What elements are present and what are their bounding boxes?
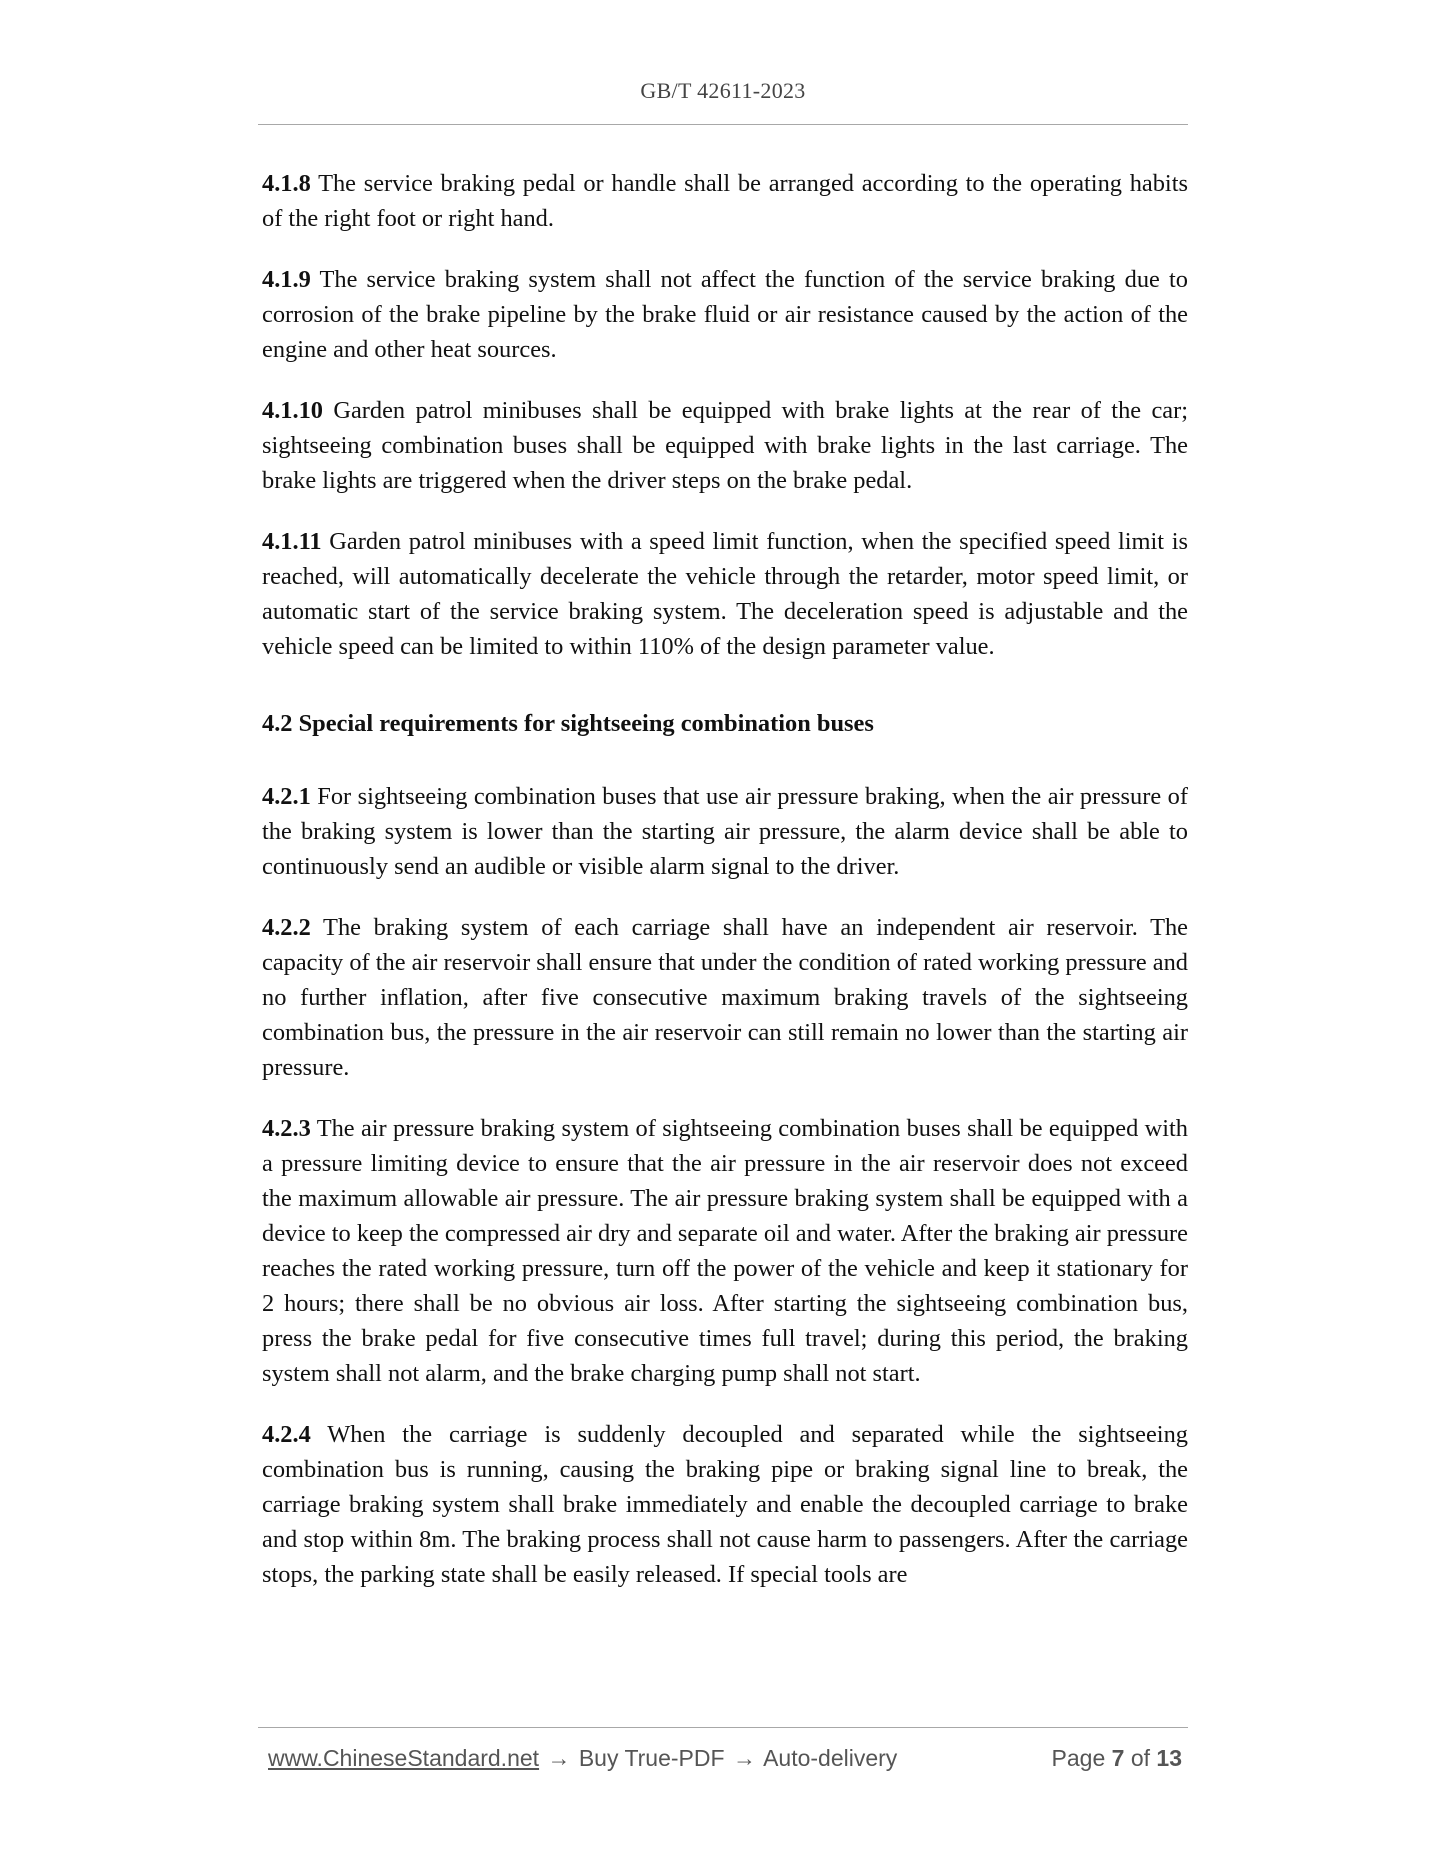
clause-4-1-10	[262, 393, 1188, 498]
section-heading-4-2: 4.2 Special requirements for sightseeing combination buses	[262, 710, 874, 737]
clause-number: 4.1.10	[262, 397, 323, 424]
page-counter	[1052, 1745, 1182, 1772]
clause-4-1-11	[262, 524, 1188, 664]
page-total: 13	[1156, 1745, 1182, 1771]
clause-number: 4.1.9	[262, 266, 311, 293]
page-label: Page	[1051, 1745, 1106, 1771]
clause-number: 4.2.2	[262, 914, 311, 941]
clause-text: When the carriage is suddenly decoupled and separated while the sightseeing combination bus is running, causing the braking pipe or braking signal line to break, the carriage braking system shall brake immediately and enable the decoupled carriage to brake and stop within 8m. The braking process shall not cause harm to passengers. After the carriage stops, the parking state shall be easily released. If special tools are	[262, 1421, 1188, 1588]
clause-text: For sightseeing combination buses that use air pressure braking, when the air pressure of the braking system is lower than the starting air pressure, the alarm device shall be able to continuously send an audible or visible alarm signal to the driver.	[262, 783, 1188, 880]
page-current: 7	[1111, 1745, 1125, 1771]
clause-4-1-8	[262, 166, 1188, 236]
clause-number: 4.2.4	[262, 1421, 311, 1448]
clause-number: 4.1.11	[262, 528, 322, 555]
arrow-right-icon: →	[732, 1745, 756, 1771]
footer-divider	[258, 1727, 1188, 1728]
document-body	[262, 166, 1188, 1618]
clause-text: Garden patrol minibuses shall be equipped with brake lights at the rear of the car; sightseeing combination buses shall be equipped with brake lights in the last carriage. The brake lights are triggered when the driver steps on the brake pedal.	[262, 397, 1188, 494]
arrow-right-icon: →	[547, 1745, 571, 1771]
clause-text: The service braking system shall not affect the function of the service braking due to corrosion of the brake pipeline by the brake fluid or air resistance caused by the action of the engine and other heat sources.	[262, 266, 1188, 363]
page-of-label: of	[1130, 1745, 1151, 1771]
clause-text: The service braking pedal or handle shall be arranged according to the operating habits of the right foot or right hand.	[262, 170, 1188, 232]
clause-number: 4.2.3	[262, 1115, 311, 1142]
clause-text: The air pressure braking system of sightseeing combination buses shall be equipped with a pressure limiting device to ensure that the air pressure in the air reservoir does not exceed the maximum allowable air pressure. The air pressure braking system shall be equipped with a device to keep the compressed air dry and separate oil and water. After the braking air pressure reaches the rated working pressure, turn off the power of the vehicle and keep it stationary for 2 hours; there shall be no obvious air loss. After starting the sightseeing combination bus, press the brake pedal for five consecutive times full travel; during this period, the braking system shall not alarm, and the brake charging pump shall not start.	[262, 1115, 1188, 1387]
clause-text: The braking system of each carriage shall have an independent air reservoir. The capacity of the air reservoir shall ensure that under the condition of rated working pressure and no further inflation, after five consecutive maximum braking travels of the sightseeing combination bus, the pressure in the air reservoir can still remain no lower than the starting air pressure.	[262, 914, 1188, 1081]
clause-text: Garden patrol minibuses with a speed limit function, when the specified speed limit is reached, will automatically decelerate the vehicle through the retarder, motor speed limit, or automatic start of the service braking system. The deceleration speed is adjustable and the vehicle speed can be limited to within 110% of the design parameter value.	[262, 528, 1188, 660]
clause-number: 4.1.8	[262, 170, 311, 197]
buy-pdf-text: Buy True-PDF	[578, 1745, 725, 1771]
clause-4-2-1	[262, 779, 1188, 884]
header-divider	[258, 124, 1188, 125]
page-footer	[268, 1745, 1182, 1772]
auto-delivery-text: Auto-delivery	[763, 1745, 898, 1771]
clause-4-2-2	[262, 910, 1188, 1085]
clause-4-2-4	[262, 1417, 1188, 1592]
clause-4-1-9	[262, 262, 1188, 367]
clause-4-2-3	[262, 1111, 1188, 1391]
site-link[interactable]: www.ChineseStandard.net	[268, 1745, 540, 1771]
document-header-id: GB/T 42611-2023	[640, 78, 806, 103]
clause-number: 4.2.1	[262, 783, 311, 810]
